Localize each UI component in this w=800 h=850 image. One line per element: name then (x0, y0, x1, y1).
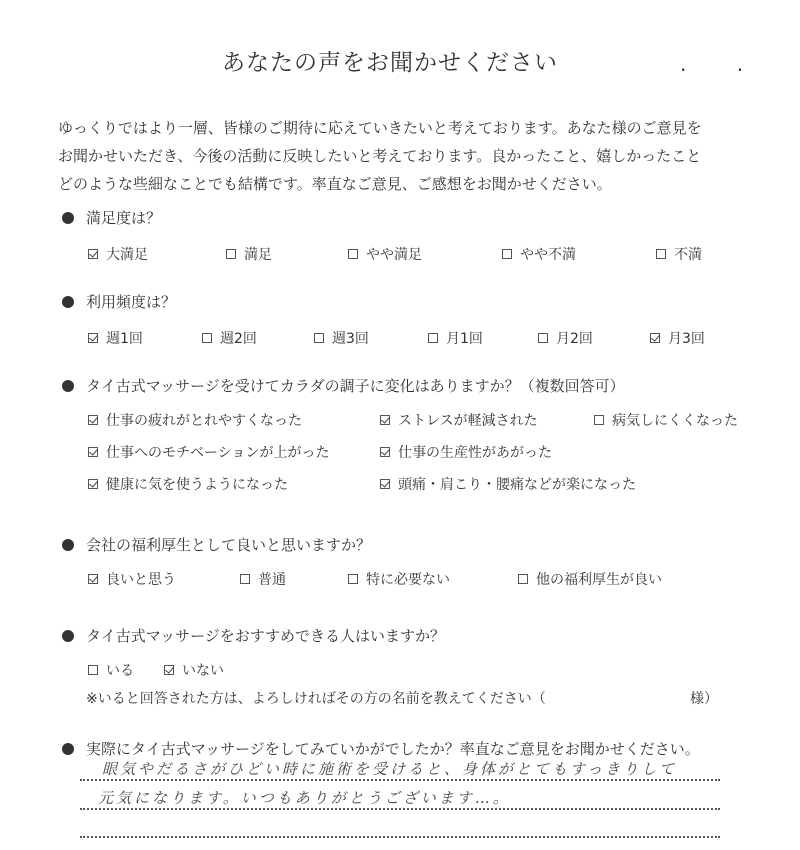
checkbox-icon[interactable] (428, 333, 438, 343)
option-productivity-up[interactable] (380, 442, 552, 462)
option-monthly-1[interactable] (428, 328, 483, 348)
option-dissatisfied[interactable] (656, 244, 702, 264)
option-normal[interactable] (240, 569, 286, 589)
option-good[interactable] (88, 569, 176, 589)
option-label: 病気しにくくなった (612, 413, 738, 429)
checkbox-icon[interactable] (348, 574, 358, 584)
referral-note: ※いると回答された方は、よろしければその方の名前を教えてください（ (86, 691, 546, 707)
option-pain-relief[interactable] (380, 474, 636, 494)
title-dots: . . (680, 52, 766, 76)
checkbox-icon[interactable] (88, 665, 98, 675)
bullet-icon (62, 380, 74, 392)
option-monthly-3[interactable] (650, 328, 705, 348)
checkbox-icon[interactable] (314, 333, 324, 343)
answer-dotted-line (80, 779, 720, 781)
handwritten-answer-line: 眼気やだるさがひどい時に施術を受けると、身体がとてもすっきりして (102, 760, 678, 778)
option-label: 良いと思う (106, 572, 176, 588)
option-monthly-2[interactable] (538, 328, 593, 348)
option-label: やや満足 (366, 247, 422, 263)
option-label: 頭痛・肩こり・腰痛などが楽になった (398, 477, 636, 493)
question-body-change (62, 375, 625, 396)
option-somewhat-satisfied[interactable] (348, 244, 422, 264)
option-weekly-3[interactable] (314, 328, 369, 348)
checkbox-icon[interactable] (380, 447, 390, 457)
option-label: いる (106, 663, 134, 679)
question-label: タイ古式マッサージをおすすめできる人はいますか？ (86, 627, 445, 645)
option-label: 月3回 (668, 331, 705, 347)
option-label: 満足 (244, 247, 272, 263)
option-label: 仕事へのモチベーションが上がった (106, 445, 330, 461)
option-satisfied[interactable] (226, 244, 272, 264)
option-health-conscious[interactable] (88, 474, 288, 494)
option-label: 週1回 (106, 331, 143, 347)
option-weekly-2[interactable] (202, 328, 257, 348)
option-very-satisfied[interactable] (88, 244, 148, 264)
checkbox-icon[interactable] (380, 479, 390, 489)
checkbox-icon[interactable] (502, 249, 512, 259)
checkbox-icon[interactable] (594, 415, 604, 425)
question-welfare (62, 534, 371, 555)
option-label: 健康に気を使うようになった (106, 477, 288, 493)
answer-dotted-line (80, 836, 720, 838)
intro-line: お聞かせいただき、今後の活動に反映したいと考えております。良かったこと、嬉しかったこと (58, 147, 702, 165)
checkbox-icon[interactable] (88, 333, 98, 343)
intro-line: どのような些細なことでも結構です。率直なご意見、ご感想をお聞かせください。 (58, 175, 612, 193)
checkbox-icon[interactable] (88, 574, 98, 584)
checkbox-icon[interactable] (88, 479, 98, 489)
question-satisfaction (62, 207, 161, 228)
checkbox-icon[interactable] (240, 574, 250, 584)
checkbox-icon[interactable] (88, 447, 98, 457)
option-fatigue-relief[interactable] (88, 410, 302, 430)
intro-line: ゆっくりではより一層、皆様のご期待に応えていきたいと考えております。あなた様のご意見を (58, 119, 702, 137)
option-label: 仕事の生産性があがった (398, 445, 552, 461)
question-label: タイ古式マッサージを受けてカラダの調子に変化はありますか？（複数回答可） (86, 377, 625, 395)
checkbox-icon[interactable] (202, 333, 212, 343)
intro-text (58, 114, 758, 198)
option-label: 特に必要ない (366, 572, 450, 588)
checkbox-icon[interactable] (538, 333, 548, 343)
option-label: 月2回 (556, 331, 593, 347)
checkbox-icon[interactable] (650, 333, 660, 343)
option-stress-reduced[interactable] (380, 410, 538, 430)
option-label: 月1回 (446, 331, 483, 347)
option-label: 大満足 (106, 247, 148, 263)
option-weekly-1[interactable] (88, 328, 143, 348)
option-label: 他の福利厚生が良い (536, 572, 662, 588)
checkbox-icon[interactable] (88, 249, 98, 259)
option-somewhat-dissatisfied[interactable] (502, 244, 576, 264)
option-not-needed[interactable] (348, 569, 450, 589)
checkbox-icon[interactable] (88, 415, 98, 425)
checkbox-icon[interactable] (656, 249, 666, 259)
bullet-icon (62, 539, 74, 551)
option-label: 週2回 (220, 331, 257, 347)
checkbox-icon[interactable] (380, 415, 390, 425)
option-label: やや不満 (520, 247, 576, 263)
question-recommend (62, 625, 445, 646)
bullet-icon (62, 296, 74, 308)
question-label: 実際にタイ古式マッサージをしてみていかがでしたか？率直なご意見をお聞かせください。 (86, 740, 700, 758)
checkbox-icon[interactable] (164, 665, 174, 675)
page-title: あなたの声をお聞かせください (222, 50, 558, 76)
referral-suffix: 様） (690, 691, 718, 707)
question-label: 利用頻度は？ (86, 293, 177, 311)
checkbox-icon[interactable] (226, 249, 236, 259)
checkbox-icon[interactable] (348, 249, 358, 259)
checkbox-icon[interactable] (518, 574, 528, 584)
question-label: 満足度は？ (86, 209, 162, 227)
option-motivation-up[interactable] (88, 442, 329, 462)
option-label: 普通 (258, 572, 286, 588)
handwritten-answer-line: 元気になります。いつもありがとうございます…。 (98, 789, 511, 807)
option-label: 週3回 (332, 331, 369, 347)
option-label: ストレスが軽減された (398, 413, 538, 429)
bullet-icon (62, 630, 74, 642)
question-feedback (62, 738, 700, 759)
question-label: 会社の福利厚生として良いと思いますか？ (86, 536, 372, 554)
option-no[interactable] (164, 660, 224, 680)
option-less-illness[interactable] (594, 410, 738, 430)
bullet-icon (62, 743, 74, 755)
option-yes[interactable] (88, 660, 134, 680)
bullet-icon (62, 212, 74, 224)
answer-dotted-line (80, 808, 720, 810)
option-other-welfare[interactable] (518, 569, 662, 589)
option-label: 不満 (674, 247, 702, 263)
question-frequency (62, 291, 176, 312)
option-label: いない (182, 663, 224, 679)
option-label: 仕事の疲れがとれやすくなった (106, 413, 302, 429)
